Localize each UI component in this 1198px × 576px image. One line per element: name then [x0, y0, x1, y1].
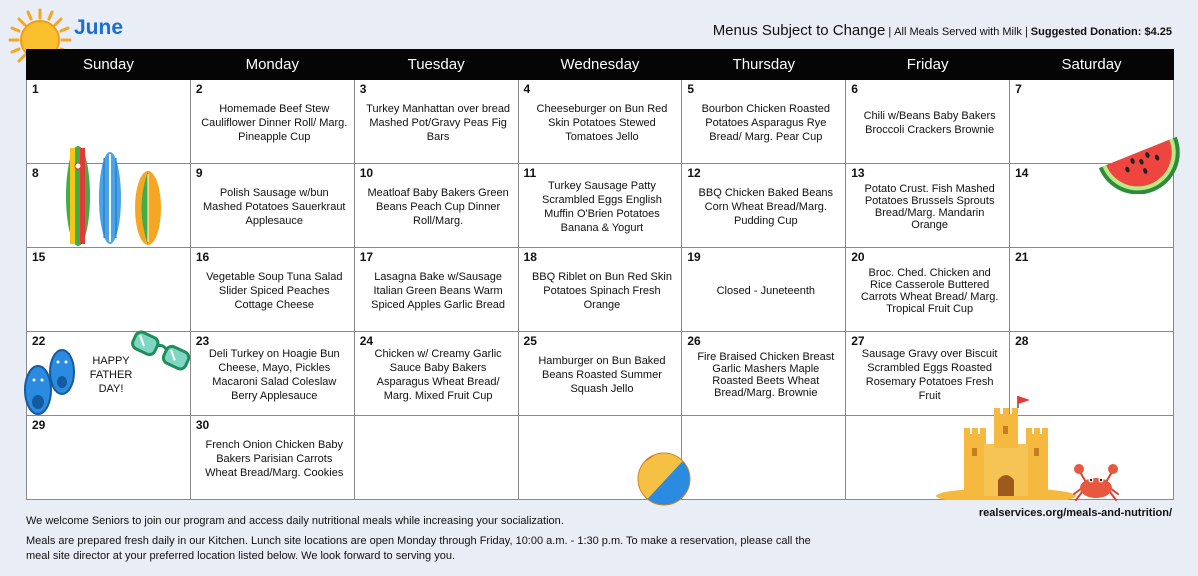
day-cell — [518, 416, 682, 500]
menu-text: BBQ Riblet on Bun Red Skin Potatoes Spinach Fresh Orange — [531, 271, 672, 311]
day-number: 20 — [851, 250, 865, 264]
day-cell — [1010, 332, 1174, 416]
day-number: 2 — [195, 82, 203, 96]
menu-text: Chicken w/ Creamy Garlic Sauce Baby Bakers Asparagus Wheat Bread/ Marg. Mixed Fruit Cup — [374, 348, 502, 402]
website-link[interactable]: realservices.org/meals-and-nutrition/ — [978, 507, 1172, 519]
day-cell — [1010, 248, 1174, 332]
week-row — [27, 80, 1174, 164]
day-cell — [354, 80, 518, 164]
day-number: 19 — [687, 250, 701, 264]
menu-text: French Onion Chicken Baby Bakers Parisian Carrots Wheat Bread/Marg. Cookies — [205, 439, 344, 479]
day-cell — [354, 332, 518, 416]
menu-text: Broc. Ched. Chicken and Rice Casserole Buttered Carrots Wheat Bread/ Marg. Tropical Fruit Cup — [860, 267, 999, 315]
week-row — [27, 416, 1174, 500]
day-number: 8 — [32, 166, 39, 180]
weekday-wednesday: Wednesday — [518, 50, 682, 80]
day-number: 21 — [1015, 250, 1029, 264]
day-cell — [1010, 164, 1174, 248]
menu-calendar — [26, 49, 1174, 500]
menu-text: Turkey Sausage Patty Scrambled Eggs English Muffin O'Brien Potatoes Banana & Yogurt — [542, 180, 662, 234]
menu-text: Bourbon Chicken Roasted Potatoes Asparagus Rye Bread/ Marg. Pear Cup — [701, 103, 830, 143]
day-cell — [354, 164, 518, 248]
day-number: 13 — [851, 166, 865, 180]
day-number: 3 — [359, 82, 367, 96]
menu-text: Sausage Gravy over Biscuit Scrambled Eggs Roasted Rosemary Potatoes Fresh Fruit — [861, 348, 998, 402]
month-title: June — [74, 16, 124, 39]
donation-note: Suggested Donation: $4.25 — [1030, 26, 1172, 38]
day-cell — [518, 164, 682, 248]
day-number: 29 — [32, 418, 46, 432]
day-number: 25 — [523, 334, 537, 348]
menu-text: Potato Crust. Fish Mashed Potatoes Brussels Sprouts Bread/Marg. Mandarin Orange — [864, 183, 995, 231]
footer-info-text: Meals are prepared fresh daily in our Kitchen. Lunch site locations are open Monday through Friday, 10:00 a.m. - 1:30 p.m. To make a reservation, please call the meal site director at your preferred location listed below. We look forward to serving you. — [26, 535, 811, 562]
day-number: 18 — [523, 250, 537, 264]
menu-text: Cheeseburger on Bun Red Skin Potatoes Stewed Tomatoes Jello — [536, 103, 668, 143]
day-cell — [190, 248, 354, 332]
weekday-sunday: Sunday — [27, 50, 191, 80]
weekday-tuesday: Tuesday — [354, 50, 518, 80]
menu-text: Turkey Manhattan over bread Mashed Pot/Gravy Peas Fig Bars — [366, 103, 511, 143]
day-cell — [27, 164, 191, 248]
day-number: 11 — [523, 166, 537, 180]
week-row — [27, 164, 1174, 248]
day-number: 7 — [1015, 82, 1022, 96]
day-cell — [682, 332, 846, 416]
menus-change-note: Menus Subject to Change — [712, 22, 886, 39]
day-number: 16 — [195, 250, 210, 264]
day-cell — [27, 332, 191, 416]
day-number: 23 — [195, 334, 210, 348]
day-number: 10 — [359, 166, 374, 180]
day-number: 6 — [851, 82, 858, 96]
milk-note: All Meals Served with Milk — [894, 26, 1022, 38]
menu-text: BBQ Chicken Baked Beans Corn Wheat Bread/Marg. Pudding Cup — [698, 187, 834, 227]
weekday-monday: Monday — [190, 50, 354, 80]
day-cell — [682, 248, 846, 332]
day-cell — [518, 248, 682, 332]
day-cell — [1010, 80, 1174, 164]
day-cell — [1010, 416, 1174, 500]
weekday-header-row — [27, 50, 1174, 80]
menu-text: Fire Braised Chicken Breast Garlic Mashers Maple Roasted Beets Wheat Bread/Marg. Brownie — [697, 351, 835, 399]
weekday-saturday: Saturday — [1010, 50, 1174, 80]
day-cell — [682, 164, 846, 248]
day-number: 12 — [687, 166, 701, 180]
weekday-friday: Friday — [846, 50, 1010, 80]
day-cell — [190, 164, 354, 248]
day-number: 14 — [1015, 166, 1029, 180]
day-number: 9 — [195, 166, 203, 180]
day-cell — [846, 416, 1010, 500]
menu-text: Chili w/Beans Baby Bakers Broccoli Crackers Brownie — [863, 110, 996, 136]
menu-text: Polish Sausage w/bun Mashed Potatoes Sauerkraut Applesauce — [203, 187, 346, 227]
day-cell — [27, 80, 191, 164]
week-row — [27, 248, 1174, 332]
day-number: 1 — [32, 82, 39, 96]
day-number: 15 — [32, 250, 46, 264]
day-cell — [190, 416, 354, 500]
day-number: 5 — [687, 82, 695, 96]
day-cell — [846, 164, 1010, 248]
menu-text: Homemade Beef Stew Cauliflower Dinner Roll/ Marg. Pineapple Cup — [201, 103, 348, 143]
day-number: 27 — [851, 334, 865, 348]
day-cell — [682, 416, 846, 500]
day-cell — [682, 80, 846, 164]
closed-note: Closed - Juneteenth — [716, 285, 816, 297]
day-cell — [354, 416, 518, 500]
fathers-day-line: HAPPY — [92, 355, 130, 367]
footer-welcome-text: We welcome Seniors to join our program and access daily nutritional meals while increasing your socialization. — [26, 515, 564, 527]
day-cell — [354, 248, 518, 332]
day-cell — [190, 332, 354, 416]
header-note: Menus Subject to Change | All Meals Served with Milk | Suggested Donation: $4.25 — [712, 22, 1172, 39]
menu-text: Lasagna Bake w/Sausage Italian Green Beans Warm Spiced Apples Garlic Bread — [371, 271, 506, 311]
day-number: 24 — [359, 334, 374, 348]
day-cell — [27, 248, 191, 332]
menu-text: Deli Turkey on Hoagie Bun Cheese, Mayo, Pickles Macaroni Salad Coleslaw Berry Applesauce — [208, 348, 340, 402]
day-number: 26 — [687, 334, 701, 348]
day-number: 17 — [359, 250, 374, 264]
day-cell — [846, 248, 1010, 332]
fathers-day-note — [83, 354, 139, 396]
menu-text: Vegetable Soup Tuna Salad Slider Spiced Peaches Cottage Cheese — [206, 271, 343, 311]
day-cell — [518, 332, 682, 416]
menu-text: Meatloaf Baby Bakers Green Beans Peach Cup Dinner Roll/Marg. — [367, 187, 509, 227]
week-row — [27, 332, 1174, 416]
fathers-day-line: DAY! — [98, 383, 124, 395]
day-number: 28 — [1015, 334, 1029, 348]
fathers-day-line: FATHER — [89, 369, 133, 381]
weekday-thursday: Thursday — [682, 50, 846, 80]
menu-text: Hamburger on Bun Baked Beans Roasted Summer Squash Jello — [538, 355, 666, 395]
day-cell — [846, 80, 1010, 164]
day-cell — [190, 80, 354, 164]
day-cell — [27, 416, 191, 500]
day-cell — [518, 80, 682, 164]
day-number: 30 — [195, 418, 210, 432]
day-number: 4 — [523, 82, 531, 96]
day-cell — [846, 332, 1010, 416]
day-number: 22 — [32, 334, 46, 348]
